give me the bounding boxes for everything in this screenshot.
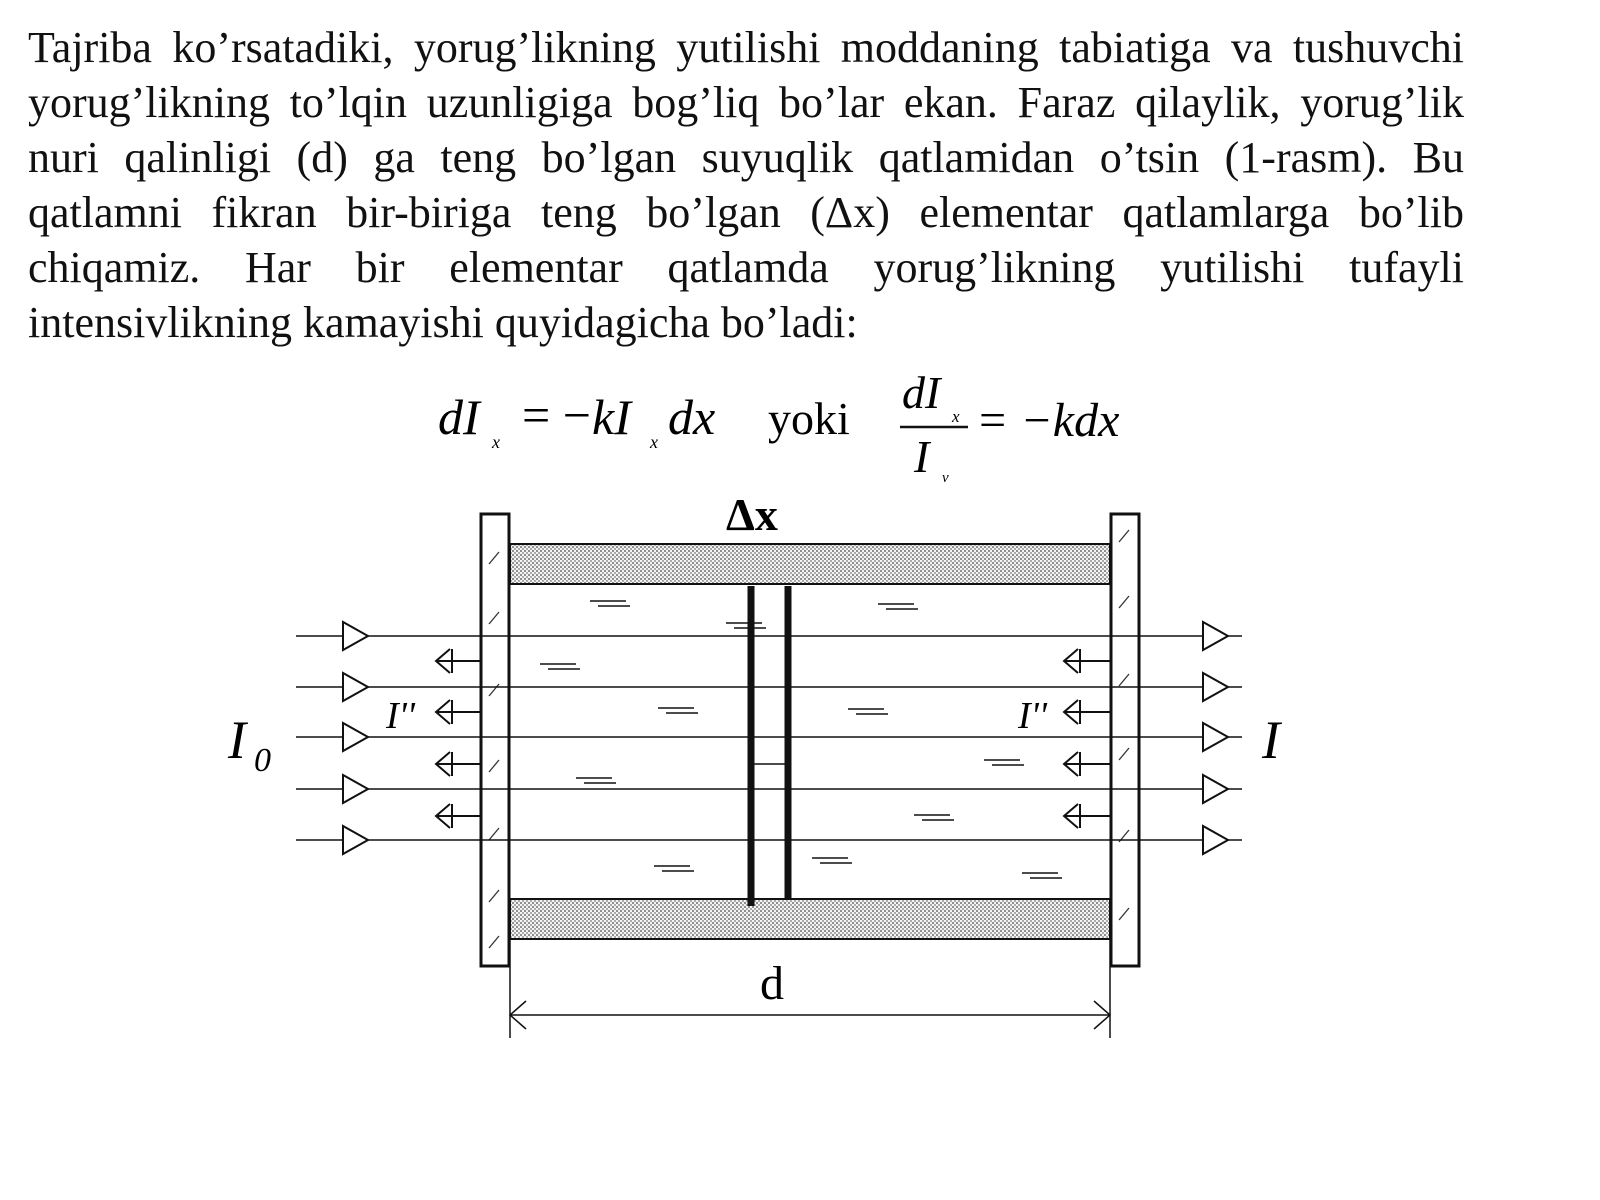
absorption-diagram — [0, 490, 1600, 1050]
formula-dx: dx — [668, 389, 716, 445]
thickness-label: d — [760, 957, 784, 1010]
cuvette-bottom-wall — [510, 899, 1110, 939]
body-paragraph: Tajriba ko’rsatadiki, yorug’likning yutilishi moddaning tabiatiga va tushuvchi yorug’likning to’lqin uzunligiga bog’liq bo’lar ekan. Faraz qilaylik, yorug’lik nuri qalinligi (d) ga teng bo’lgan suyuqlik qatlamidan o’tsin (1-rasm). Bu qatlamni fikran bir-biriga teng bo’lgan (Δx) elementar qatlamlarga bo’lib chiqamiz. Har bir elementar qatlamda yorug’likning yutilishi tufayli intensivlikning kamayishi quyidagicha bo’ladi: — [28, 23, 1464, 347]
fraction-denominator: I — [914, 431, 930, 482]
absorption-formula — [420, 372, 1180, 482]
reflected-intensity-left-label: I'' — [386, 695, 415, 737]
light-rays — [296, 636, 1242, 840]
fraction-numerator: dI — [902, 372, 941, 418]
fraction-denominator-sub: v — [942, 470, 949, 482]
left-window — [481, 514, 509, 966]
liquid-marks — [540, 601, 1062, 878]
elementary-layer-plates — [751, 586, 788, 906]
reflected-arrows-left — [436, 649, 480, 828]
thickness-dimension — [510, 939, 1110, 1038]
cuvette-top-wall — [510, 544, 1110, 584]
formula-lhs-dI: dI — [438, 389, 480, 445]
transmitted-arrowheads — [1203, 622, 1228, 854]
formula-lhs-sub-x: x — [492, 432, 500, 452]
formula-kI-sub-x: x — [650, 432, 658, 452]
reflected-intensity-right-label: I'' — [1018, 695, 1047, 737]
reflected-arrows-right — [1064, 649, 1110, 828]
fraction-numerator-sub: x — [952, 407, 960, 426]
formula-kI: kI — [592, 389, 631, 445]
incident-intensity-label: I — [228, 710, 246, 770]
transmitted-intensity-label: I — [1262, 710, 1280, 770]
formula-connector-yoki: yoki — [768, 393, 850, 444]
incident-intensity-subscript: 0 — [254, 742, 271, 779]
formula-eq-minus: = − — [522, 387, 591, 443]
delta-x-label: Δx — [726, 490, 778, 540]
right-window — [1111, 514, 1139, 966]
formula-rhs: = −kdx — [976, 394, 1120, 447]
incident-arrowheads — [343, 622, 368, 854]
